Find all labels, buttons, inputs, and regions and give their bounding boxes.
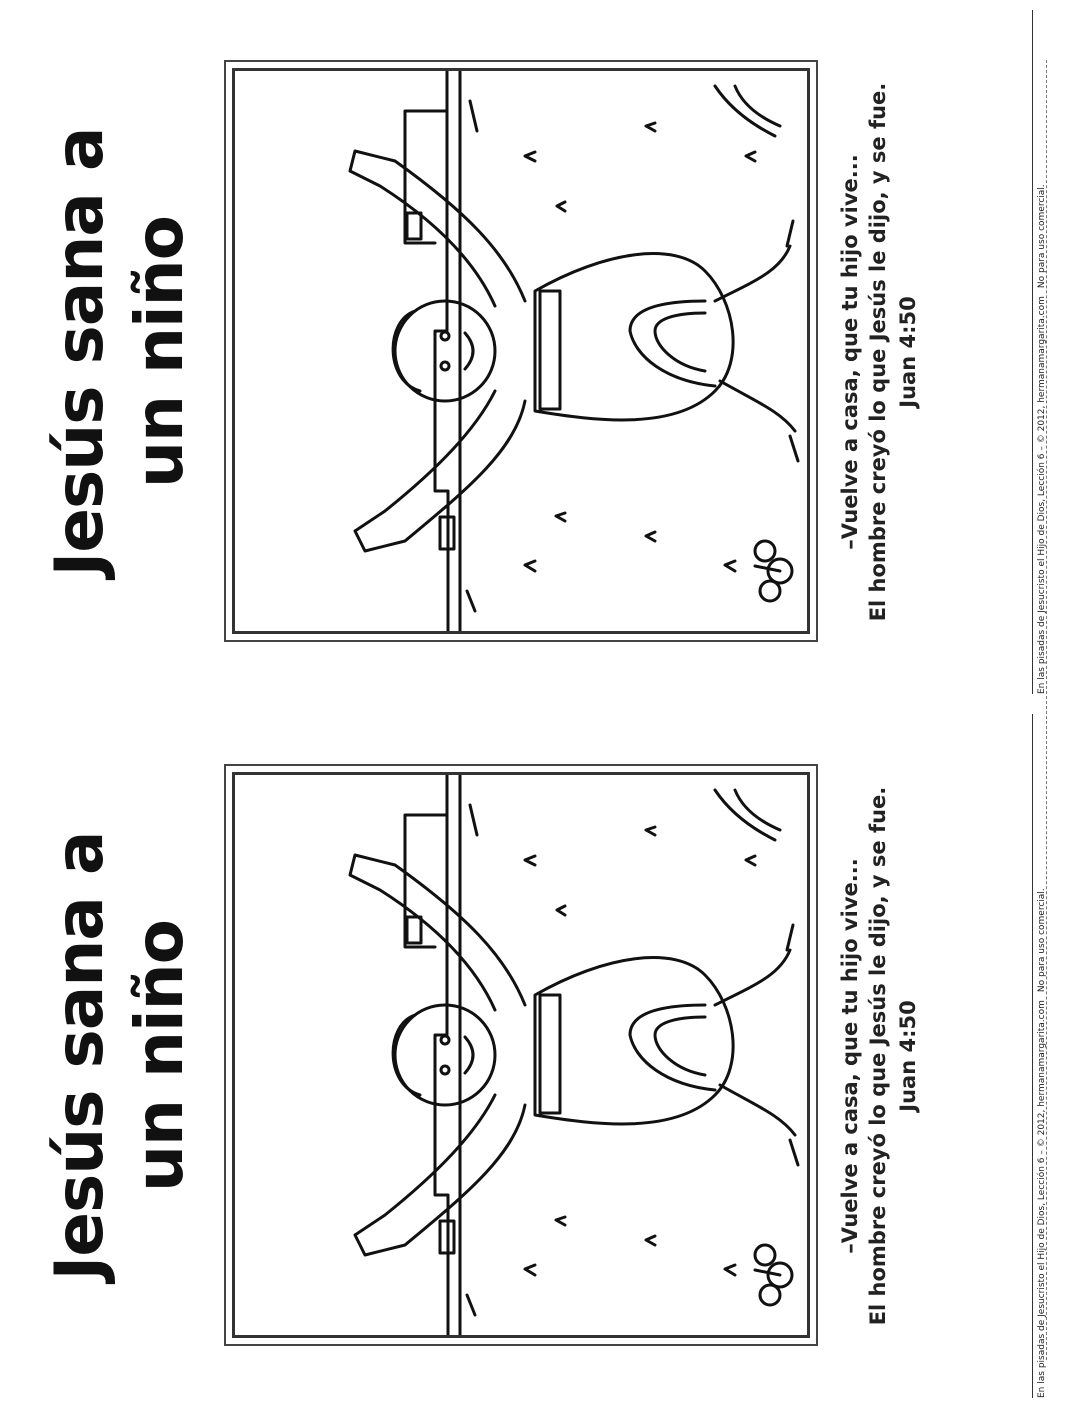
verse-line-1: –Vuelve a casa, que tu hijo vive...: [838, 858, 862, 1254]
card-title: [40, 704, 200, 1408]
footer-credit: [1032, 10, 1047, 694]
verse-line-2: El hombre creyó lo que Jesús le dijo, y se fue.: [866, 786, 890, 1326]
verse-reference: Juan 4:50: [896, 1000, 920, 1112]
coloring-illustration: [232, 68, 810, 634]
card-title: [40, 0, 200, 704]
title-line-2: un niño: [121, 920, 198, 1192]
coloring-illustration: [232, 772, 810, 1338]
title-line-1: Jesús sana a: [41, 831, 118, 1281]
boy-jumping-illustration: [235, 775, 807, 1335]
verse-reference: Juan 4:50: [896, 296, 920, 408]
title-line-1: Jesús sana a: [41, 127, 118, 577]
footer-credit-text: En las pisadas de Jesucristo el Hijo de Dios, Lección 6 – © 2012, hermanamargarita.com: [1037, 1000, 1047, 1398]
bible-verse: [836, 764, 922, 1348]
verse-line-2: El hombre creyó lo que Jesús le dijo, y se fue.: [866, 82, 890, 622]
card-bottom: [0, 704, 1088, 1408]
footer-notice: No para uso comercial.: [1037, 184, 1047, 289]
verse-line-1: –Vuelve a casa, que tu hijo vive...: [838, 154, 862, 550]
footer-credit: [1032, 714, 1047, 1398]
footer-credit-text: En las pisadas de Jesucristo el Hijo de Dios, Lección 6 – © 2012, hermanamargarita.com: [1037, 296, 1047, 694]
boy-jumping-illustration: [235, 71, 807, 631]
footer-notice: No para uso comercial.: [1037, 888, 1047, 993]
bible-verse: [836, 60, 922, 644]
title-line-2: un niño: [121, 216, 198, 488]
